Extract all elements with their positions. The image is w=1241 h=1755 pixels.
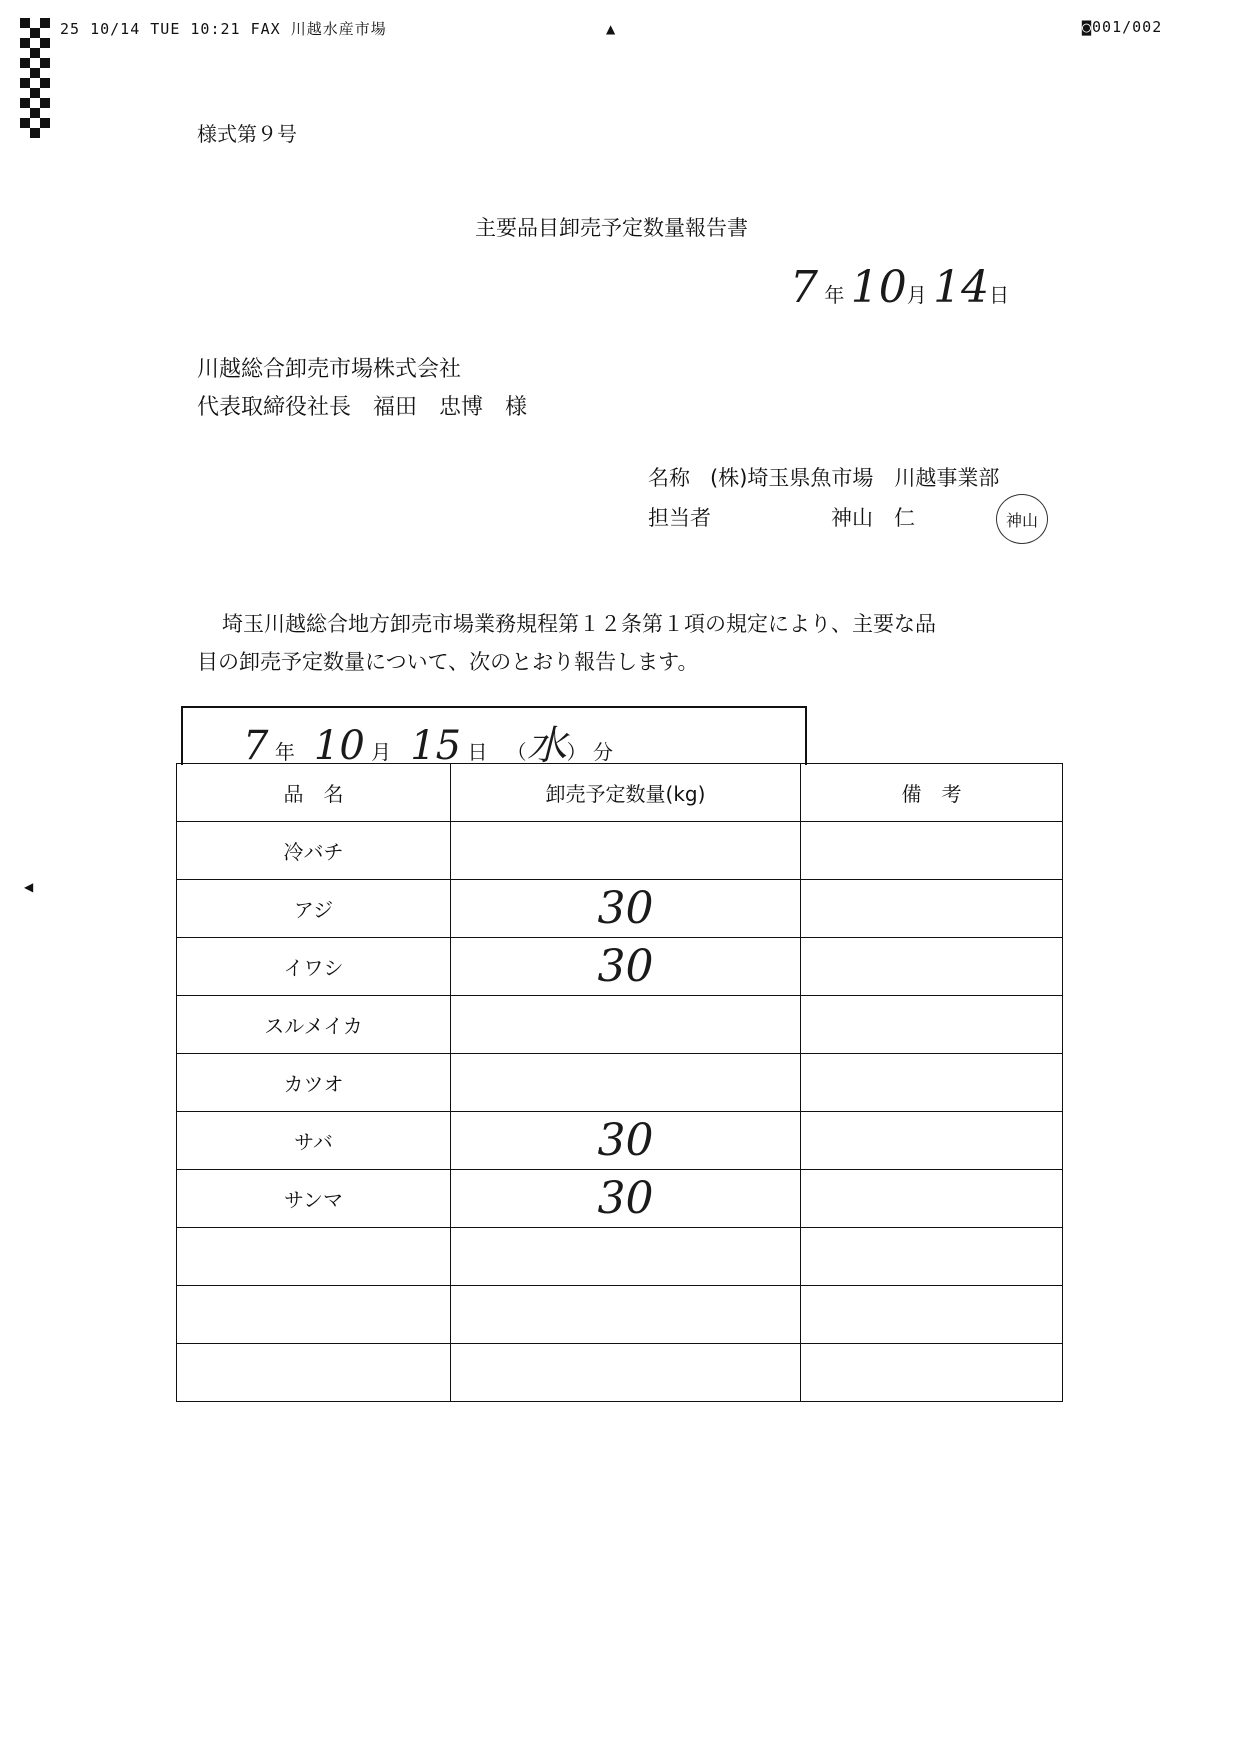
addressee-company: 川越総合卸売市場株式会社	[197, 357, 462, 382]
quantity-cell	[451, 1054, 801, 1112]
remarks-cell	[801, 938, 1063, 996]
report-year-unit: 年	[824, 283, 845, 307]
fax-triangle-icon: ▲	[606, 22, 616, 36]
quantity-cell: 30	[451, 938, 801, 996]
target-date-box	[181, 706, 807, 769]
report-table	[176, 763, 1063, 1402]
item-cell	[177, 1228, 451, 1286]
remarks-cell	[801, 996, 1063, 1054]
sender-contact-label: 担当者	[648, 506, 711, 530]
item-cell: サンマ	[177, 1170, 451, 1228]
table-row	[177, 1286, 1063, 1344]
fax-header-line: 25 10/14 TUE 10:21 FAX 川越水産市場	[60, 20, 387, 38]
remarks-cell	[801, 1112, 1063, 1170]
item-cell: カツオ	[177, 1054, 451, 1112]
sender-name-line	[648, 462, 999, 492]
target-month-unit: 月	[371, 740, 392, 764]
header-item-name: 品 名	[177, 764, 451, 822]
fax-checker-mark	[20, 18, 58, 142]
item-cell	[177, 1286, 451, 1344]
target-year: 7	[243, 723, 269, 769]
target-weekday: 水	[526, 723, 567, 769]
target-month: 10	[313, 723, 365, 769]
table-row	[177, 822, 1063, 880]
quantity-cell	[451, 1286, 801, 1344]
report-date	[790, 262, 1009, 313]
weekday-open: （	[506, 740, 527, 764]
report-month-unit: 月	[906, 283, 927, 307]
sender-name-label: 名称	[648, 466, 690, 490]
sender-contact: 神山 仁	[831, 506, 915, 530]
document-title: 主要品目卸売予定数量報告書	[475, 216, 748, 240]
report-day: 14	[933, 262, 990, 313]
item-cell	[177, 1344, 451, 1402]
quantity-cell	[451, 1228, 801, 1286]
remarks-cell	[801, 1344, 1063, 1402]
header-remarks: 備 考	[801, 764, 1063, 822]
remarks-cell	[801, 822, 1063, 880]
item-cell: アジ	[177, 880, 451, 938]
form-number: 様式第９号	[197, 122, 297, 146]
remarks-cell	[801, 1228, 1063, 1286]
quantity-cell	[451, 822, 801, 880]
sender-contact-line	[648, 502, 915, 532]
fax-page-number: ◙001/002	[1082, 18, 1163, 36]
report-day-unit: 日	[989, 283, 1010, 307]
personal-seal-stamp: 神山	[996, 494, 1048, 544]
table-row	[177, 880, 1063, 938]
item-cell: スルメイカ	[177, 996, 451, 1054]
body-text-line-1: 埼玉川越総合地方卸売市場業務規程第１２条第１項の規定により、主要な品	[222, 612, 936, 636]
quantity-cell: 30	[451, 1170, 801, 1228]
report-month: 10	[850, 262, 907, 313]
quantity-cell	[451, 996, 801, 1054]
addressee-person: 代表取締役社長 福田 忠博 様	[197, 395, 528, 420]
table-row	[177, 938, 1063, 996]
remarks-cell	[801, 1286, 1063, 1344]
remarks-cell	[801, 880, 1063, 938]
item-cell: 冷バチ	[177, 822, 451, 880]
header-quantity: 卸売予定数量(kg)	[451, 764, 801, 822]
weekday-close: ）	[566, 740, 587, 764]
target-year-unit: 年	[274, 740, 295, 764]
table-row	[177, 996, 1063, 1054]
target-day: 15	[410, 723, 462, 769]
item-cell: イワシ	[177, 938, 451, 996]
target-day-unit: 日	[467, 740, 488, 764]
quantity-cell: 30	[451, 880, 801, 938]
table-header-row	[177, 764, 1063, 822]
sender-name: (株)埼玉県魚市場 川越事業部	[710, 466, 1000, 490]
table-row	[177, 1112, 1063, 1170]
table-row	[177, 1228, 1063, 1286]
remarks-cell	[801, 1170, 1063, 1228]
report-year: 7	[790, 262, 818, 313]
table-row	[177, 1170, 1063, 1228]
body-text-line-2: 目の卸売予定数量について、次のとおり報告します。	[197, 650, 699, 674]
quantity-cell	[451, 1344, 801, 1402]
quantity-cell: 30	[451, 1112, 801, 1170]
item-cell: サバ	[177, 1112, 451, 1170]
table-row	[177, 1344, 1063, 1402]
table-row	[177, 1054, 1063, 1112]
side-arrow-icon: ◀	[24, 880, 34, 894]
remarks-cell	[801, 1054, 1063, 1112]
target-suffix: 分	[592, 740, 613, 764]
